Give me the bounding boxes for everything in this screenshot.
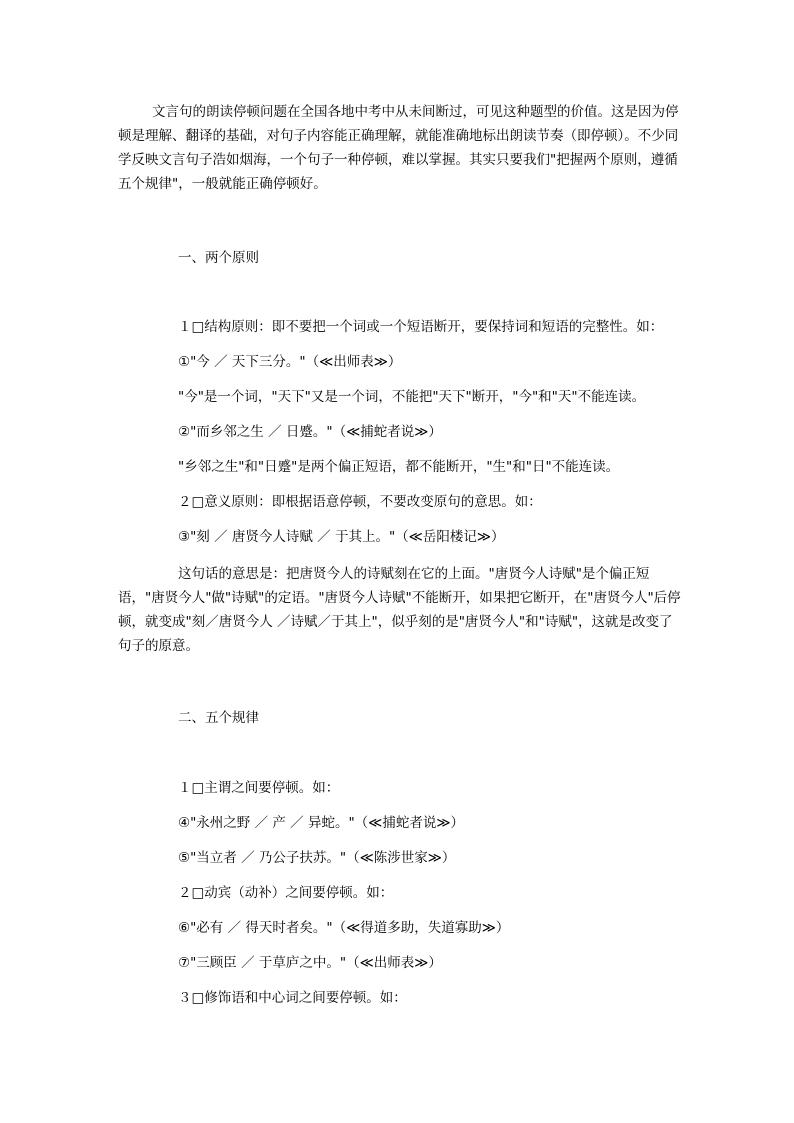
- rule-verb-object: ２□动宾（动补）之间要停顿。如：: [178, 885, 394, 901]
- example-3: ③"刻 ／ 唐贤今人诗赋 ／ 于其上。"（≪岳阳楼记≫）: [178, 529, 505, 545]
- intro-paragraph: 文言句的朗读停顿问题在全国各地中考中从未间断过，可见这种题型的价值。这是因为停顿是理解、翻译的基础，对句子内容能正确理解，就能准确地标出朗读节奏（即停顿）。不少同学反映文言句子浩如烟海，一个句子一种停顿，难以掌握。其实只要我们"把握两个原则，遵循五个规律"，一般就能正确停顿好。: [118, 104, 679, 192]
- example-1: ①"今 ／ 天下三分。"（≪出师表≫）: [178, 354, 402, 370]
- section-heading-principles: 一、两个原则: [178, 250, 259, 266]
- rule-modifier-head: ３□修饰语和中心词之间要停顿。如：: [178, 990, 407, 1006]
- example-5: ⑤"当立者 ／ 乃公子扶苏。"（≪陈涉世家≫）: [178, 850, 456, 866]
- example-6: ⑥"必有 ／ 得天时者矣。"（≪得道多助，失道寡助≫）: [178, 920, 510, 936]
- section-heading-rules: 二、五个规律: [178, 710, 259, 726]
- rule-subject-predicate: １□主谓之间要停顿。如：: [178, 780, 340, 796]
- example-7: ⑦"三顾臣 ／ 于草庐之中。"（≪出师表≫）: [178, 955, 442, 971]
- principle-structure: １□结构原则：即不要把一个词或一个短语断开，要保持词和短语的完整性。如：: [178, 319, 664, 335]
- example-2: ②"而乡邻之生 ／ 日蹙。"（≪捕蛇者说≫）: [178, 424, 442, 440]
- explanation-3-paragraph: 这句话的意思是：把唐贤今人的诗赋刻在它的上面。"唐贤今人诗赋"是个偏正短语，"唐贤今人"做"诗赋"的定语。"唐贤今人诗赋"不能断开，如果把它断开，在"唐贤今人"后停顿，就变成"刻／唐贤今人 ／诗赋／于其上"，似乎刻的是"唐贤今人"和"诗赋"，这就是改变了句子的原意。: [118, 566, 681, 654]
- example-4: ④"永州之野 ／ 产 ／ 异蛇。"（≪捕蛇者说≫）: [178, 815, 464, 831]
- principle-meaning: ２□意义原则：即根据语意停顿，不要改变原句的意思。如：: [178, 494, 542, 510]
- explanation-2: "乡邻之生"和"日蹙"是两个偏正短语，都不能断开，"生"和"日"不能连读。: [178, 459, 620, 475]
- explanation-1: "今"是一个词，"天下"又是一个词，不能把"天下"断开，"今"和"天"不能连读。: [178, 389, 646, 405]
